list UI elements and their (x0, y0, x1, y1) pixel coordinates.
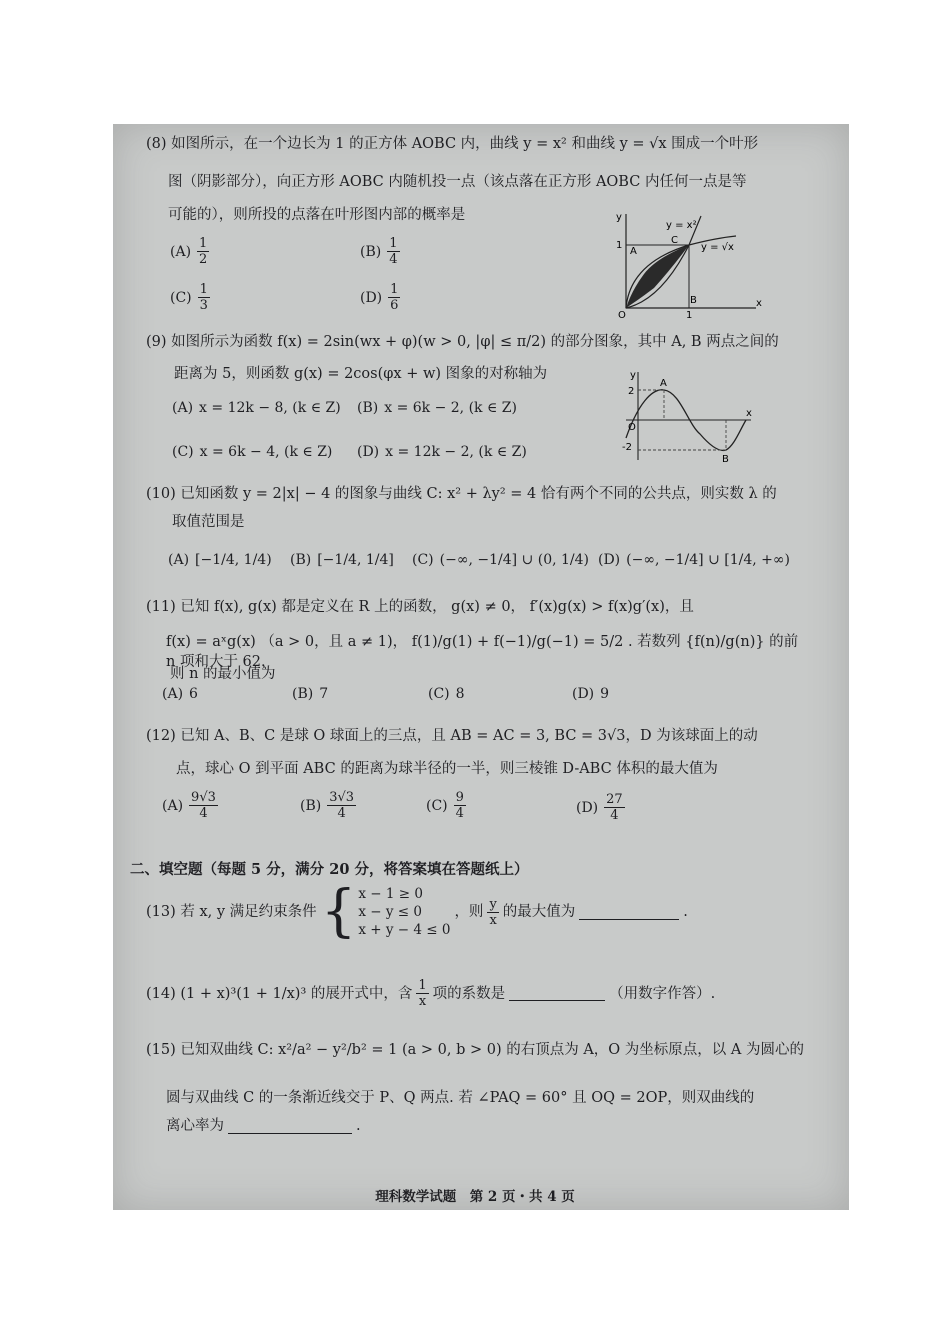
q8-option-b: (B) $\frac{1}{4}$ (360, 236, 398, 267)
q10-option-c: (C) (−∞, −1/4] ∪ (0, 1/4) (412, 552, 590, 568)
question-8 (146, 134, 816, 154)
q8-option-c: (C) $\frac{1}{3}$ (170, 282, 208, 313)
q10-option-a: (A) [−1/4, 1/4) (168, 552, 272, 568)
fraction: $\frac{1}{4}$ (389, 236, 398, 267)
fraction: $\frac{1}{3}$ (199, 282, 208, 313)
q11-line2: f(x) = aˣg(x) （a > 0，且 a ≠ 1)， f(1)/g(1) + f(−1)/g(−1) = 5/2 . 若数列 {f(n)/g(n)} 的前 n 项和大于 62， (166, 634, 799, 670)
page-footer: 理科数学试题 第 2 页・共 4 页 (375, 1189, 575, 1205)
q8-line1: (8) 如图所示，在一个边长为 1 的正方体 AOBC 内，曲线 y = x² 和曲线 y = √x 围成一个叶形 (146, 136, 759, 152)
q10-line1: (10) 已知函数 y = 2|x| − 4 的图象与曲线 C: x² + λy² = 4 恰有两个不同的公共点，则实数 λ 的 (146, 486, 777, 502)
q11-option-a: (A) 6 (162, 686, 198, 702)
tick-two: 2 (628, 386, 635, 397)
q9-sine-figure (616, 368, 756, 464)
q12-line2: 点，球心 O 到平面 ABC 的距离为球半径的一半，则三棱锥 D-ABC 体积的最大值为 (176, 761, 718, 777)
parabola-label: y = x² (666, 220, 697, 231)
point-a: A (630, 246, 637, 257)
point-b: B (690, 295, 697, 306)
answer-blank[interactable] (228, 1119, 352, 1134)
q9-line2: 距离为 5，则函数 g(x) = 2cos(φx + w) 图象的对称轴为 (174, 366, 548, 382)
q9-option-d: (D) x = 12k − 2, (k ∈ Z) (357, 444, 527, 460)
answer-blank[interactable] (579, 905, 679, 920)
question-14: (14) (1 + x)³(1 + 1/x)³ 的展开式中，含 $\frac{1}{x}$ 项的系数是 （用数字作答）. (146, 978, 716, 1009)
origin-label: O (628, 422, 636, 433)
q11-line3: 则 n 的最小值为 (170, 666, 276, 682)
q9-line1: (9) 如图所示为函数 f(x) = 2sin(wx + φ)(w > 0, |φ| ≤ π/2) 的部分图象，其中 A, B 两点之间的 (146, 334, 779, 350)
q8-option-a: (A) $\frac{1}{2}$ (170, 236, 208, 267)
q8-line3: 可能的），则所投的点落在叶形图内部的概率是 (168, 207, 466, 223)
q8-line2: 图（阴影部分），向正方形 AOBC 内随机投一点（该点落在正方形 AOBC 内任何一点是等 (168, 174, 747, 190)
q8-leaf-figure (606, 208, 766, 318)
q15-line1: (15) 已知双曲线 C: x²/a² − y²/b² = 1 (a > 0, b > 0) 的右顶点为 A，O 为坐标原点，以 A 为圆心的 (146, 1042, 804, 1058)
y-label: y (630, 370, 636, 381)
fraction: $\frac{1}{x}$ (418, 978, 427, 1009)
q11-option-d: (D) 9 (572, 686, 610, 702)
q12-option-c: (C) $\frac{9}{4}$ (426, 790, 464, 821)
q9-option-c: (C) x = 6k − 4, (k ∈ Z) (172, 444, 333, 460)
point-a: A (660, 378, 667, 389)
q15-line3-wrap: 离心率为 . (166, 1118, 361, 1134)
q12-option-d: (D) $\frac{27}{4}$ (576, 792, 623, 823)
q15-line2: 圆与双曲线 C 的一条渐近线交于 P、Q 两点. 若 ∠PAQ = 60° 且 OQ = 2OP，则双曲线的 (166, 1090, 755, 1106)
fraction: $\frac{y}{x}$ (489, 896, 497, 928)
tick-one-x: 1 (686, 310, 693, 318)
q10-option-b: (B) [−1/4, 1/4] (290, 552, 394, 568)
sqrt-label: y = √x (701, 242, 734, 253)
x-label: x (756, 298, 762, 309)
fraction: $\frac{9√3}{4}$ (191, 790, 216, 821)
q9-option-a: (A) x = 12k − 8, (k ∈ Z) (172, 400, 341, 416)
q12-option-a: (A) $\frac{9√3}{4}$ (162, 790, 216, 821)
point-c: C (671, 235, 678, 246)
origin-label: O (618, 310, 626, 318)
q11-option-c: (C) 8 (428, 686, 465, 702)
q12-line1: (12) 已知 A、B、C 是球 O 球面上的三点，且 AB = AC = 3, BC = 3√3，D 为该球面上的动 (146, 728, 758, 744)
section-2-heading: 二、填空题（每题 5 分，满分 20 分，将答案填在答题纸上） (130, 861, 529, 878)
answer-blank[interactable] (509, 986, 605, 1001)
q12-option-b: (B) $\frac{3√3}{4}$ (300, 790, 355, 821)
fraction: $\frac{1}{6}$ (390, 282, 399, 313)
q8-option-d: (D) $\frac{1}{6}$ (360, 282, 399, 313)
q10-option-d: (D) (−∞, −1/4] ∪ [1/4, +∞) (598, 552, 791, 568)
fraction: $\frac{9}{4}$ (455, 790, 464, 821)
x-label: x (746, 408, 752, 419)
tick-neg-two: -2 (622, 442, 632, 453)
point-b: B (722, 454, 729, 464)
y-label: y (616, 212, 622, 223)
constraint-system: { x − 1 ≥ 0 x − y ≤ 0 x + y − 4 ≤ 0 (320, 879, 451, 944)
q11-option-b: (B) 7 (292, 686, 329, 702)
q10-line2: 取值范围是 (172, 514, 245, 530)
fraction: $\frac{1}{2}$ (199, 236, 208, 267)
tick-one-y: 1 (616, 240, 623, 251)
q11-line1: (11) 已知 f(x), g(x) 都是定义在 R 上的函数， g(x) ≠ 0， f′(x)g(x) > f(x)g′(x)，且 (146, 599, 694, 615)
question-13: (13) 若 x, y 满足约束条件 { x − 1 ≥ 0 x − y ≤ 0 x + y − 4 ≤ 0 ，则 $\frac{y}{x}$ 的最大值为 . (146, 879, 688, 944)
q9-option-b: (B) x = 6k − 2, (k ∈ Z) (357, 400, 517, 416)
fraction: $\frac{27}{4}$ (606, 792, 623, 823)
fraction: $\frac{3√3}{4}$ (329, 790, 355, 821)
